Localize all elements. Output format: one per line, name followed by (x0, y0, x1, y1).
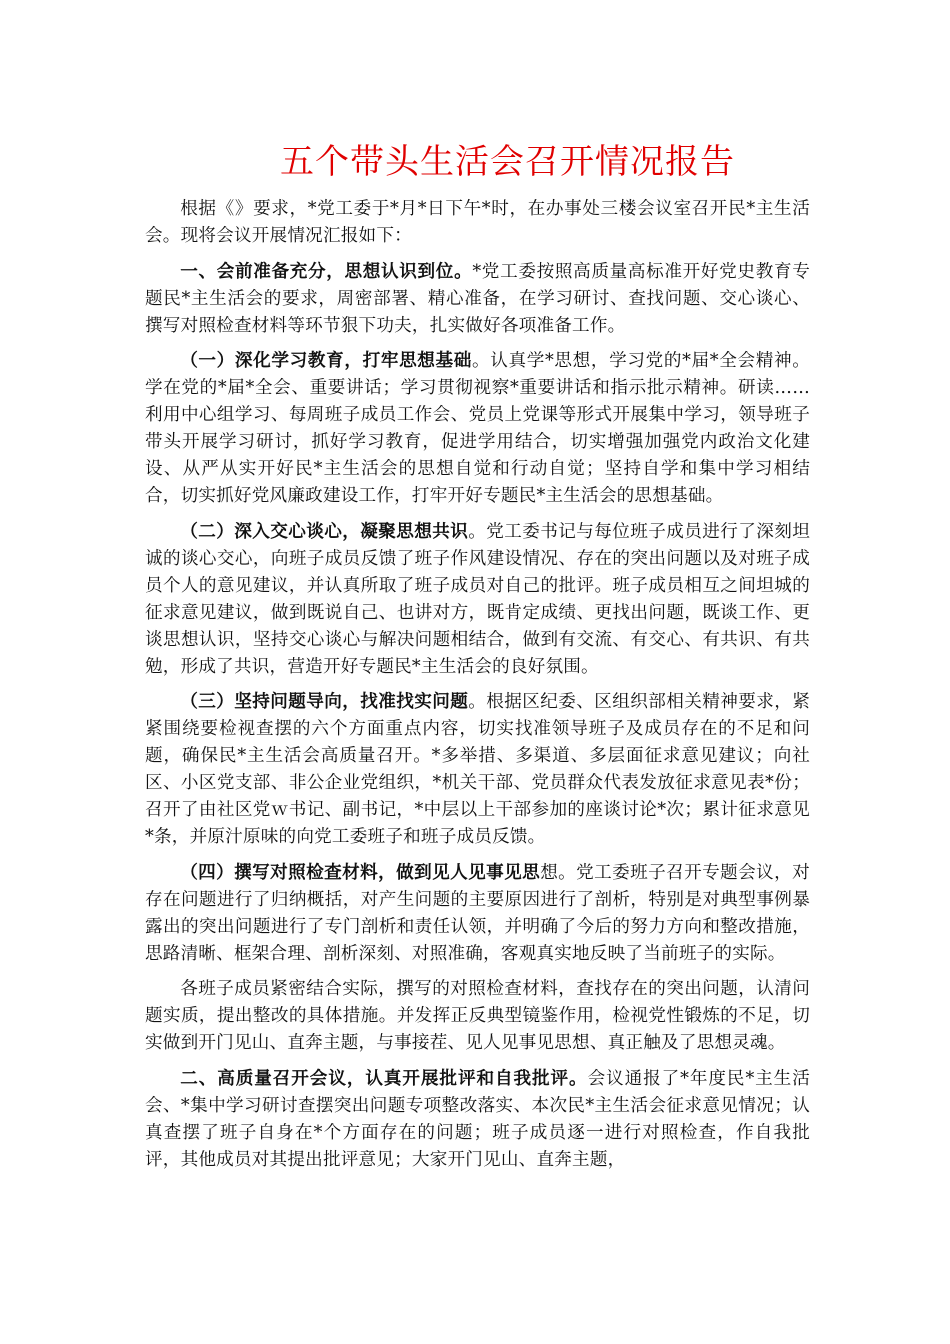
paragraph-body: 想。党工委班子召开专题会议，对存在问题进行了归纳概括，对产生问题的主要原因进行了剖析，特别是对典型事例暴露出的突出问题进行了专门剖析和责任认领，并明确了今后的努力方向和整改措施，思路清晰、框架合理、剖析深刻、对照准确，客观真实地反映了当前班子的实际。 (145, 862, 810, 964)
paragraph-body: *党工委按照高质量高标准开好党史教育专题民*主生活会的要求，周密部署、精心准备，在学习研讨、查找问题、交心谈心、撰写对照检查材料等环节狠下功夫，扎实做好各项准备工作。 (145, 261, 811, 336)
paragraph-lead: （二）深入交心谈心，凝聚思想共识 (180, 520, 469, 542)
paragraph-lead: 一、会前准备充分，思想认识到位。 (180, 260, 473, 282)
paragraph-lead: （四）撰写对照检查材料，做到见人见事见思 (180, 861, 541, 883)
paragraph-subsection-3 (145, 688, 810, 851)
paragraph-body: 。党工委书记与每位班子成员进行了深刻坦诚的谈心交心，向班子成员反馈了班子作风建设情况、存在的突出问题以及对班子成员个人的意见建议，并认真所取了班子成员对自己的批评。班子成员相互之间坦城的征求意见建议，做到既说自己、也讲对方，既肯定成绩、更找出问题，既谈工作、更谈思想认识，坚持交心谈心与解决问题相结合，做到有交流、有交心、有共识、有共勉，形成了共识，营造开好专题民*主生活会的良好氛围。 (145, 521, 811, 677)
paragraph-lead: （一）深化学习教育，打牢思想基础 (180, 350, 473, 371)
paragraph-subsection-4 (145, 859, 810, 968)
paragraph-members (145, 975, 810, 1057)
paragraph-body: 各班子成员紧密结合实际，撰写的对照检查材料，查找存在的突出问题，认清问题实质，提出整改的具体措施。并发挥正反典型镜鉴作用，检视党性锻炼的不足，切实做到开门见山、直奔主题，与事接茬、见人见事见思想、真正触及了思想灵魂。 (145, 979, 810, 1053)
document-title: 五个带头生活会召开情况报告 (280, 142, 735, 182)
paragraph-section-1 (145, 258, 810, 340)
paragraph-intro (145, 195, 810, 250)
paragraph-body: 。认真学*思想，学习党的*届*全会精神。学在党的*届*全会、重要讲话；学习贯彻视察*重要讲话和指示批示精神。研读……利用中心组学习、每周班子成员工作会、党员上党课等形式开展集中学习，领导班子带头开展学习研讨，抓好学习教育，促进学用结合，切实增强加强党内政治文化建设、从严从实开好民*主生活会的思想自觉和行动自觉；坚持自学和集中学习相结合，切实抓好党风廉政建设工作，打牢开好专题民*主生活会的思想基础。 (145, 351, 810, 506)
paragraph-lead: 二、高质量召开会议，认真开展批评和自我批评。 (180, 1067, 588, 1089)
paragraph-section-2 (145, 1065, 810, 1174)
paragraph-subsection-2 (145, 518, 810, 681)
paragraph-subsection-1 (145, 347, 810, 510)
paragraph-body: 。根据区纪委、区组织部相关精神要求，紧紧围绕要检视查摆的六个方面重点内容，切实找准领导班子及成员存在的不足和问题，确保民*主生活会高质量召开。*多举措、多渠道、多层面征求意见建议；向社区、小区党支部、非公企业党组织，*机关干部、党员群众代表发放征求意见表*份；召开了由社区党ｗ书记、副书记，*中层以上干部参加的座谈讨论*次；累计征求意见*条，并原汁原味的向党工委班子和班子成员反馈。 (145, 692, 811, 847)
paragraph-lead: （三）坚持问题导向，找准找实问题 (180, 691, 469, 712)
paragraph-body: 会议通报了*年度民*主生活会、*集中学习研讨查摆突出问题专项整改落实、本次民*主生活会征求意见情况；认真查摆了班子自身在*个方面存在的问题；班子成员逐一进行对照检查，作自我批评，其他成员对其提出批评意见；大家开门见山、直奔主题， (145, 1068, 810, 1170)
paragraph-body: 根据《》要求，*党工委于*月*日下午*时，在办事处三楼会议室召开民*主生活会。现将会议开展情况汇报如下： (145, 199, 810, 246)
